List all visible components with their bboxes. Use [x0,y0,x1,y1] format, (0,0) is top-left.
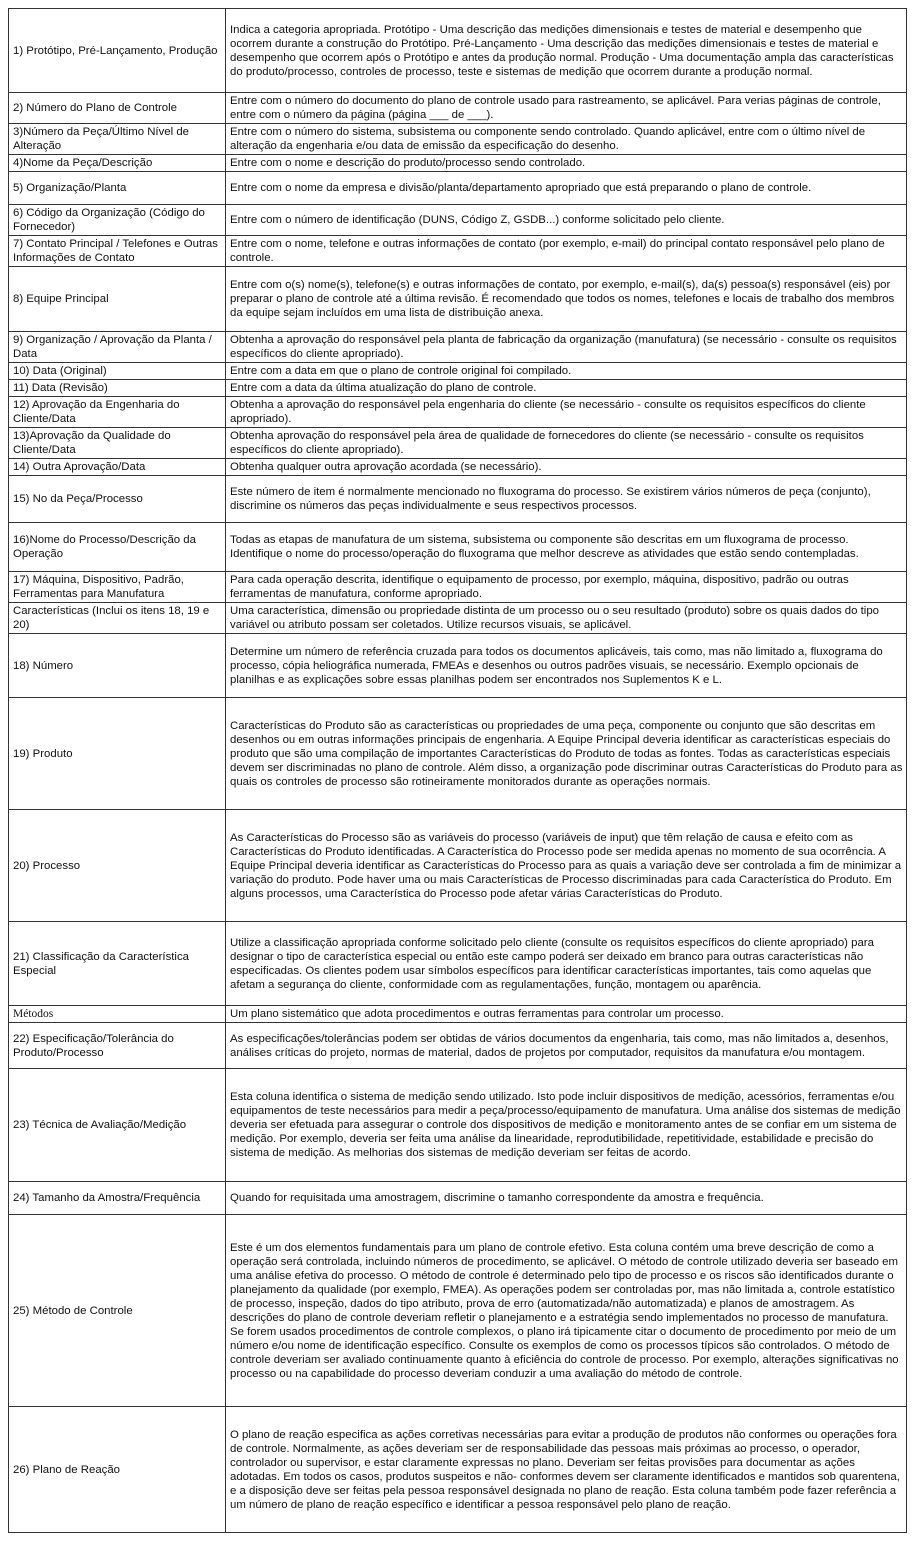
field-label: 10) Data (Original) [9,363,226,380]
table-row [9,380,907,397]
field-label: 22) Especificação/Tolerância do Produto/Processo [9,1023,226,1069]
field-description: Este é um dos elementos fundamentais para um plano de controle efetivo. Esta coluna contém uma breve descrição de como a operação será controlada, incluindo números de procedimento, se aplicável. O método de controle utilizado deveria ser baseado em uma análise efetiva do processo. O método de controle é determinado pelo tipo de processo e os riscos são identificados durante o planejamento da qualidade (por exemplo, FMEA). As operações podem ser controladas por, mas não limitada a, controle estatístico de processo, inspeção, dados do tipo atributo, prova de erro (automatizada/não automatizada) e planos de amostragem. As descrições do plano de controle deveriam refletir o planejamento e a estratégia sendo implementados no processo de manufatura. Se forem usados procedimentos de controle complexos, o plano irá tipicamente citar o documento de procedimento por meio de um número e/ou nome de identificação específico. Consulte os exemplos de como os processos típicos são controlados. O método de controle deveriam ser avaliado continuamente quanto à eficiência do controle de processo. Por exemplo, alterações significativas no processo ou na capabilidade do processo deveriam conduzir a uma avaliação do método de controle. [226,1215,907,1407]
table-row [9,810,907,922]
table-row [9,172,907,205]
table-row [9,267,907,332]
field-label: 17) Máquina, Dispositivo, Padrão, Ferramentas para Manufatura [9,572,226,603]
field-description: Quando for requisitada uma amostragem, discrimine o tamanho correspondente da amostra e frequência. [226,1182,907,1215]
field-label: 8) Equipe Principal [9,267,226,332]
field-label: Métodos [9,1006,226,1023]
field-description: Um plano sistemático que adota procedimentos e outras ferramentas para controlar um processo. [226,1006,907,1023]
field-label: 5) Organização/Planta [9,172,226,205]
field-description: Entre com o nome da empresa e divisão/planta/departamento apropriado que está preparando o plano de controle. [226,172,907,205]
table-row [9,1023,907,1069]
field-label: Características (Inclui os itens 18, 19 e 20) [9,603,226,634]
control-plan-instructions-table [8,8,907,1533]
table-row [9,634,907,698]
field-description: Entre com o número de identificação (DUNS, Código Z, GSDB...) conforme solicitado pelo cliente. [226,205,907,236]
field-description: Entre com o número do sistema, subsistema ou componente sendo controlado. Quando aplicável, entre com o último nível de alteração da engenharia e/ou data de emissão da especificação do desenho. [226,124,907,155]
table-row [9,397,907,428]
table-row [9,1182,907,1215]
table-row [9,922,907,1006]
field-description: Obtenha a aprovação do responsável pela engenharia do cliente (se necessário - consulte os requisitos específicos do cliente apropriado). [226,397,907,428]
table-row [9,205,907,236]
table-row [9,698,907,810]
field-description: Entre com o nome, telefone e outras informações de contato (por exemplo, e-mail) do principal contato responsável pelo plano de controle. [226,236,907,267]
field-label: 19) Produto [9,698,226,810]
table-row [9,124,907,155]
table-row [9,236,907,267]
field-label: 20) Processo [9,810,226,922]
table-row [9,9,907,93]
field-description: Entre com o número do documento do plano de controle usado para rastreamento, se aplicável. Para verias páginas de controle, entre com o número da página (página ___ de ___). [226,93,907,124]
field-description: Obtenha a aprovação do responsável pela planta de fabricação da organização (manufatura) (se necessário - consulte os requisitos específicos do cliente apropriado). [226,332,907,363]
field-description: Entre com o(s) nome(s), telefone(s) e outras informações de contato, por exemplo, e-mail(s), da(s) pessoa(s) responsável (eis) por preparar o plano de controle até a última revisão. É recomendado que todos os nomes, telefones e locais de trabalho dos membros da equipe sejam incluídos em uma lista de distribuição anexa. [226,267,907,332]
field-description: Características do Produto são as características ou propriedades de uma peça, componente ou conjunto que são descritas em desenhos ou em outras informações principais de engenharia. A Equipe Principal deveria identificar as características especiais do produto que são uma compilação de importantes Características do Produto de todas as fontes. Todas as características especiais devem ser discriminadas no plano de controle. Além disso, a organização pode discriminar outras Características do Produto para as quais os controles de processo são rotineiramente monitorados durante as operações normais. [226,698,907,810]
table-row [9,1006,907,1023]
field-description: Obtenha aprovação do responsável pela área de qualidade de fornecedores do cliente (se necessário - consulte os requisitos específicos do cliente apropriado). [226,428,907,459]
table-row [9,523,907,572]
field-description: As Características do Processo são as variáveis do processo (variáveis de input) que têm relação de causa e efeito com as Características do Produto identificadas. A Característica do Processo pode ser medida apenas no momento de sua ocorrência. A Equipe Principal deveria identificar as Características do Processo para as quais a variação deve ser controlada a fim de minimizar a variação do produto. Pode haver uma ou mais Características de Processo discriminadas para cada Característica do Produto. Em alguns processos, uma Característica do Processo pode afetar várias Características do Produto. [226,810,907,922]
table-row [9,363,907,380]
field-description: Obtenha qualquer outra aprovação acordada (se necessário). [226,459,907,476]
field-label: 3)Número da Peça/Último Nível de Alteração [9,124,226,155]
table-row [9,155,907,172]
field-description: As especificações/tolerâncias podem ser obtidas de vários documentos da engenharia, tais como, mas não limitados a, desenhos, análises críticas do projeto, normas de material, dados de projetos por computador, requisitos da manufatura e/ou montagem. [226,1023,907,1069]
field-label: 21) Classificação da Característica Especial [9,922,226,1006]
field-description: Esta coluna identifica o sistema de medição sendo utilizado. Isto pode incluir dispositivos de medição, acessórios, ferramentas e/ou equipamentos de teste necessários para medir a peça/processo/equipamento de manufatura. Uma análise dos sistemas de medição deveria ser efetuada para assegurar o controle dos dispositivos de medição e monitoramento antes de se confiar em um sistema de medição. Por exemplo, deveria ser feita uma análise da linearidade, reprodutibilidade, repetitividade, estabilidade e precisão do sistema de medição. As melhorias dos sistemas de medição deveriam ser feitas de acordo. [226,1069,907,1182]
table-row [9,459,907,476]
field-label: 14) Outra Aprovação/Data [9,459,226,476]
field-description: Entre com o nome e descrição do produto/processo sendo controlado. [226,155,907,172]
field-label: 23) Técnica de Avaliação/Medição [9,1069,226,1182]
table-row [9,1215,907,1407]
field-label: 24) Tamanho da Amostra/Frequência [9,1182,226,1215]
table-row [9,1407,907,1533]
table-row [9,476,907,523]
field-description: Entre com a data da última atualização do plano de controle. [226,380,907,397]
field-label: 4)Nome da Peça/Descrição [9,155,226,172]
field-description: Para cada operação descrita, identifique o equipamento de processo, por exemplo, máquina, dispositivo, padrão ou outras ferramentas de manufatura, conforme apropriado. [226,572,907,603]
field-description: Indica a categoria apropriada. Protótipo - Uma descrição das medições dimensionais e testes de material e desempenho que ocorrem durante a construção do Protótipo. Pré-Lançamento - Uma descrição das medições dimensionais e testes de material e desempenho que ocorrem após o Protótipo e antes da produção normal. Produção - Uma documentação ampla das características do produto/processo, controles de processo, teste e sistemas de medição que ocorrem durante a produção normal. [226,9,907,93]
table-row [9,603,907,634]
table-row [9,332,907,363]
field-description: Entre com a data em que o plano de controle original foi compilado. [226,363,907,380]
field-description: Determine um número de referência cruzada para todos os documentos aplicáveis, tais como, mas não limitado a, fluxograma do processo, cópia heliográfica numerada, FMEAs e desenhos ou outros padrões visuais, se necessário. Exemplo opcionais de planilhas e as explicações sobre essas planilhas podem ser encontrados nos Suplementos K e L. [226,634,907,698]
field-label: 11) Data (Revisão) [9,380,226,397]
field-label: 13)Aprovação da Qualidade do Cliente/Data [9,428,226,459]
field-label: 6) Código da Organização (Código do Fornecedor) [9,205,226,236]
field-label: 15) No da Peça/Processo [9,476,226,523]
table-row [9,93,907,124]
field-label: 1) Protótipo, Pré-Lançamento, Produção [9,9,226,93]
table-row [9,1069,907,1182]
field-label: 12) Aprovação da Engenharia do Cliente/Data [9,397,226,428]
field-description: Utilize a classificação apropriada conforme solicitado pelo cliente (consulte os requisitos específicos do cliente apropriado) para designar o tipo de característica especial ou então este campo poderá ser deixado em branco para outras características não especificadas. Os clientes podem usar símbolos específicos para identificar características importantes, tais como aquelas que afetam a segurança do cliente, conformidade com as regulamentações, função, montagem ou aparência. [226,922,907,1006]
field-label: 2) Número do Plano de Controle [9,93,226,124]
field-label: 25) Método de Controle [9,1215,226,1407]
field-label: 16)Nome do Processo/Descrição da Operação [9,523,226,572]
field-description: Uma característica, dimensão ou propriedade distinta de um processo ou o seu resultado (produto) sobre os quais dados do tipo variável ou atributo possam ser coletados. Utilize recursos visuais, se aplicável. [226,603,907,634]
field-label: 26) Plano de Reação [9,1407,226,1533]
table-row [9,572,907,603]
field-description: Todas as etapas de manufatura de um sistema, subsistema ou componente são descritas em um fluxograma de processo. Identifique o nome do processo/operação do fluxograma que melhor descreve as atividades que estão sendo contempladas. [226,523,907,572]
field-label: 9) Organização / Aprovação da Planta / Data [9,332,226,363]
field-label: 18) Número [9,634,226,698]
table-row [9,428,907,459]
field-description: Este número de item é normalmente mencionado no fluxograma do processo. Se existirem vários números de peça (conjunto), discrimine os números das peças individualmente e seus respectivos processos. [226,476,907,523]
field-label: 7) Contato Principal / Telefones e Outras Informações de Contato [9,236,226,267]
field-description: O plano de reação especifica as ações corretivas necessárias para evitar a produção de produtos não conformes ou operações fora de controle. Normalmente, as ações deveriam ser de responsabilidade das pessoas mais próximas ao processo, o operador, controlador ou supervisor, e estar claramente expressas no plano. Deveriam ser feitas provisões para documentar as ações adotadas. Em todos os casos, produtos suspeitos e não- conformes devem ser claramente identificados e mantidos sob quarentena, e a disposição deve ser feitas pela pessoa responsável designada no plano de reação. Esta coluna também pode fazer referência a um número de plano de reação específico e identificar a pessoa responsável pelo plano de reação. [226,1407,907,1533]
